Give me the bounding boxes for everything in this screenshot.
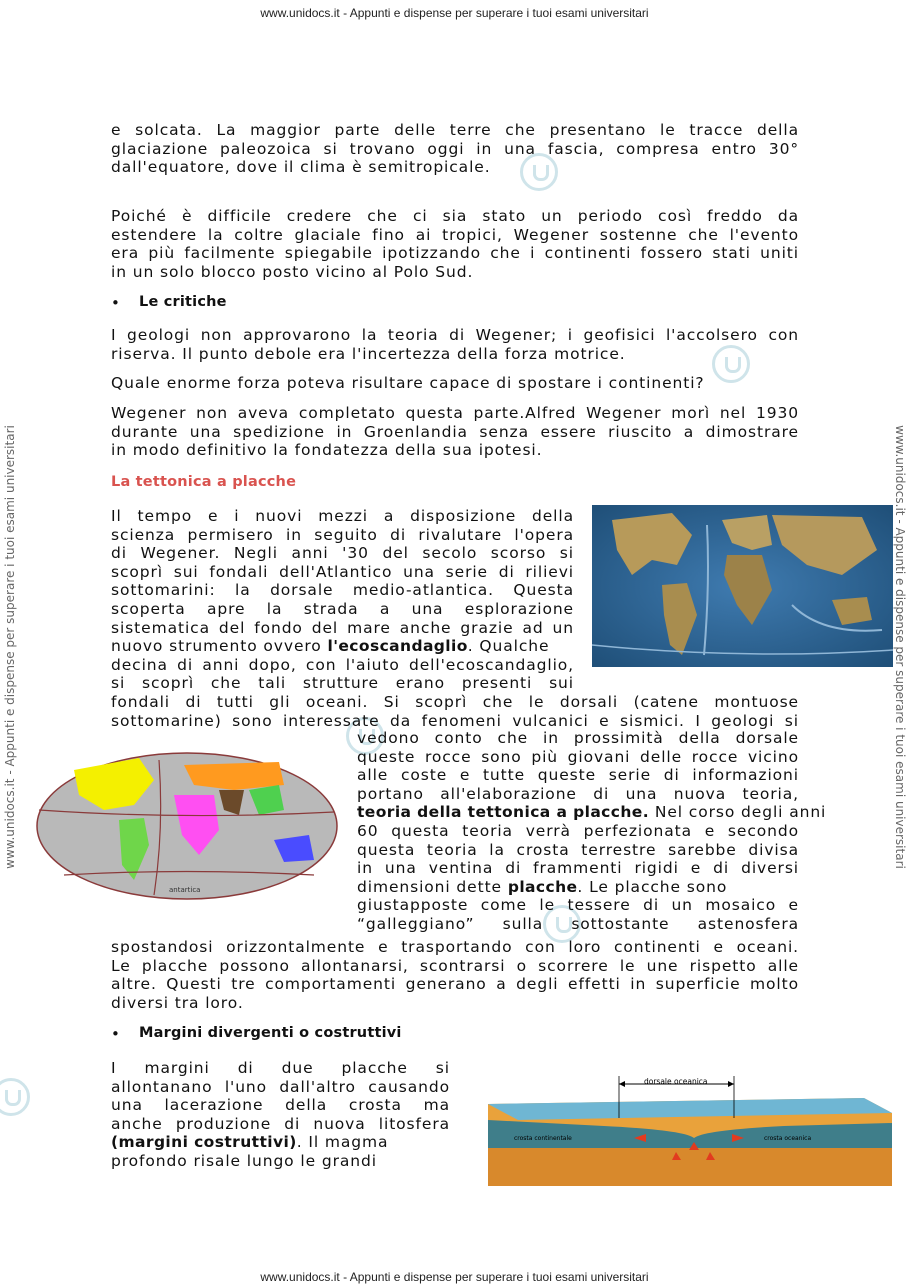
term-placche: placche bbox=[507, 877, 578, 896]
watermark-top: www.unidocs.it - Appunti e dispense per superare i tuoi esami universitari bbox=[260, 6, 649, 20]
paragraph-tectonics-intro: Il tempo e i nuovi mezzi a disposizione della scienza permisero in seguito di rivalutare l'opera di Wegener. Negli anni '30 del secolo scorso si scoprì sui fondali dell'Atlantico una serie di rilievi sottomarini: la dorsale medio-atlantica. Questa scoperta apre la strada a una esplorazione sistematica del fondo del mare anche grazie ad un nuovo strumento ovvero l'ecoscandaglio. Qualche decina di anni dopo, con l'aiuto dell'ecoscandaglio, si scoprì che tali strutture erano presenti sui bbox=[111, 507, 574, 693]
watermark-right: www.unidocs.it - Appunti e dispense per superare i tuoi esami universitari bbox=[893, 425, 907, 869]
heading-criticisms: Le critiche bbox=[139, 294, 227, 310]
oceanic-ridge-diagram bbox=[484, 1068, 892, 1186]
term-margini-costruttivi: (margini costruttivi) bbox=[111, 1133, 297, 1152]
paragraph-wegener-hypothesis: Poiché è difficile credere che ci sia stato un periodo così freddo da estendere la coltre glaciale fino ai tropici, Wegener sostenne che l'evento era più facilmente spiegabile ipotizzando che i continenti fossero stati uniti in un solo blocco posto vicino al Polo Sud. bbox=[111, 207, 799, 281]
label-crosta-oceanica: crosta oceanica bbox=[764, 1135, 812, 1142]
bullet-icon: • bbox=[111, 1025, 120, 1043]
label-crosta-continentale: crosta continentale bbox=[514, 1135, 572, 1142]
watermark-left: www.unidocs.it - Appunti e dispense per superare i tuoi esami universitari bbox=[3, 425, 17, 869]
paragraph-criticisms: I geologi non approvarono la teoria di Wegener; i geofisici l'accolsero con riserva. Il punto debole era l'incertezza della forza motrice. bbox=[111, 326, 799, 363]
section-title-plate-tectonics: La tettonica a placche bbox=[111, 474, 297, 490]
label-dorsale-oceanica: dorsale oceanica bbox=[644, 1077, 708, 1086]
paragraph-glaciation: e solcata. La maggior parte delle terre che presentano le tracce della glaciazione paleozoica si trovano oggi in una fascia, compresa entro 30° dall'equatore, dove il clima è semitropicale. bbox=[111, 121, 799, 177]
bullet-icon: • bbox=[111, 294, 120, 312]
paragraph-plate-movements: spostandosi orizzontalmente e trasportando con loro continenti e oceani. Le placche possono allontanarsi, scontrarsi o scorrere le une rispetto alle altre. Questi tre comportamenti generano a degli effetti in superficie molto diversi tra loro. bbox=[111, 938, 799, 1012]
paragraph-question: Quale enorme forza poteva risultare capace di spostare i continenti? bbox=[111, 374, 705, 392]
term-plate-tectonics: teoria della tettonica a placche. bbox=[357, 803, 649, 822]
term-ecoscandaglio: l'ecoscandaglio bbox=[327, 637, 468, 656]
heading-divergent-margins: Margini divergenti o costruttivi bbox=[139, 1025, 402, 1041]
paragraph-tectonics-theory: vedono conto che in prossimità della dorsale queste rocce sono più giovani delle rocce vicino alle coste e tutte queste serie di informazioni portano all'elaborazione di una nuova teoria, teoria della tettonica a placche. Nel corso degli anni 60 questa teoria verrà perfezionata e secondo questa teoria la crosta terrestre sarebbe divisa in una ventina di frammenti rigidi e di diversi dimensioni dette placche. Le placche sono giustapposte come le tessere di un mosaico e “galleggiano” sulla sottostante astenosfera bbox=[357, 729, 827, 933]
antarctica-label: antartica bbox=[169, 886, 201, 894]
watermark-bottom: www.unidocs.it - Appunti e dispense per superare i tuoi esami universitari bbox=[260, 1270, 649, 1284]
paragraph-wegener-death: Wegener non aveva completato questa parte.Alfred Wegener morì nel 1930 durante una spedizione in Groenlandia senza essere riuscito a dimostrare in modo definitivo la fondatezza della sua ipotesi. bbox=[111, 404, 799, 460]
tectonic-plates-map-image bbox=[34, 750, 340, 903]
paragraph-tectonics-oceans: fondali di tutti gli oceani. Si scoprì che le dorsali (catene montuose sottomarine) sono interessate da fenomeni vulcanici e sismici. I geologi si bbox=[111, 693, 799, 730]
ocean-floor-map-image bbox=[592, 505, 893, 667]
watermark-logo-icon bbox=[0, 1078, 30, 1116]
paragraph-divergent-margins: I margini di due placche si allontanano l'uno dall'altro causando una lacerazione della crosta ma anche produzione di nuova litosfera (margini costruttivi). Il magma profondo risale lungo le grandi bbox=[111, 1059, 450, 1170]
